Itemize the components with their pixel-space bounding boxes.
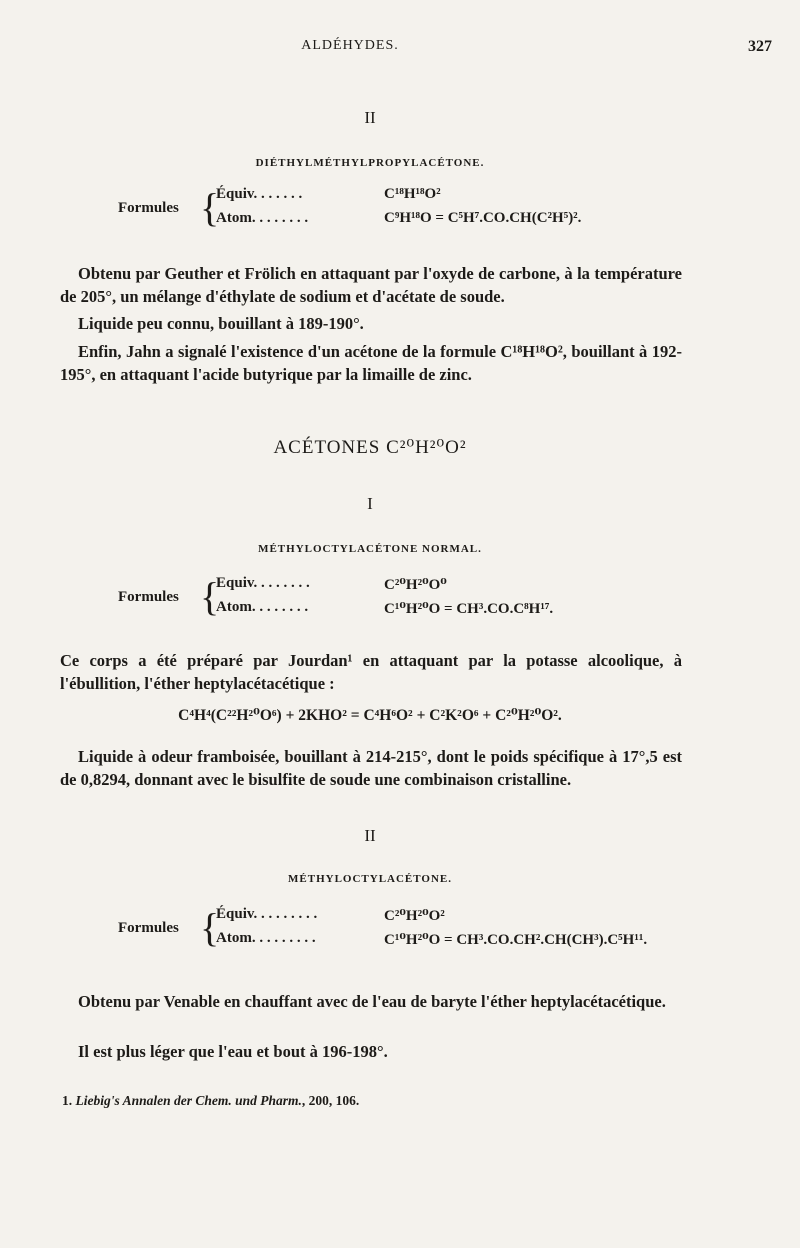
- section-number: II: [364, 826, 376, 845]
- formula-block: [118, 575, 718, 627]
- brace-icon: {: [200, 185, 220, 230]
- page-number: 327: [748, 38, 772, 55]
- formula-atom-value: C¹⁰H²⁰O = CH³.CO.CH².CH(CH³).C⁵H¹¹.: [384, 932, 648, 948]
- page-header: [0, 38, 800, 62]
- footnote-ref: , 200, 106.: [301, 1093, 360, 1108]
- formula-label: Formules: [118, 920, 179, 936]
- formula-atom-value: C¹⁰H²⁰O = CH³.CO.C⁸H¹⁷.: [384, 601, 554, 617]
- paragraph: Liquide à odeur framboisée, bouillant à 214-215°, dont le poids spécifique à 17°,5 est de 0,8294, donnant avec le bisulfite de soude une combinaison cristalline.: [60, 747, 682, 789]
- formula-block: [118, 186, 718, 238]
- formula-atom-value: C⁹H¹⁸O = C⁵H⁷.CO.CH(C²H⁵)².: [384, 210, 582, 226]
- formula-atom-label: Atom. . . . . . . .: [216, 599, 309, 615]
- section-title: MÉTHYLOCTYLACÉTONE NORMAL.: [258, 543, 482, 555]
- section-number: II: [364, 108, 376, 127]
- brace-icon: {: [200, 574, 220, 619]
- formula-label: Formules: [118, 589, 179, 605]
- formula-equiv-label: Équiv. . . . . . . . .: [216, 906, 318, 922]
- formula-equiv-value: C¹⁸H¹⁸O²: [384, 186, 441, 202]
- footnote: [62, 1093, 359, 1109]
- section-title: MÉTHYLOCTYLACÉTONE.: [288, 873, 452, 885]
- section-number: I: [367, 494, 373, 513]
- brace-icon: {: [200, 905, 220, 950]
- formula-equiv-label: Equiv. . . . . . . .: [216, 575, 310, 591]
- section-title: DIÉTHYLMÉTHYLPROPYLACÉTONE.: [255, 157, 485, 169]
- chemical-equation: C⁴H⁴(C²²H²⁰O⁶) + 2KHO² = C⁴H⁶O² + C²K²O⁶ + C²⁰H²⁰O².: [178, 707, 562, 724]
- formula-equiv-label: Équiv. . . . . . .: [216, 186, 303, 202]
- paragraph: Liquide peu connu, bouillant à 189-190°.: [78, 314, 364, 333]
- footnote-source: Liebig's Annalen der Chem. und Pharm.: [75, 1093, 302, 1108]
- paragraph: Obtenu par Geuther et Frölich en attaquant par l'oxyde de carbone, à la température de 205°, un mélange d'éthylate de sodium et d'acétate de soude.: [60, 264, 682, 306]
- main-heading: ACÉTONES C²⁰H²⁰O²: [273, 437, 467, 458]
- paragraph: Enfin, Jahn a signalé l'existence d'un acétone de la formule C¹⁸H¹⁸O², bouillant à 192-195°, en attaquant l'acide butyrique par la limaille de zinc.: [60, 342, 682, 384]
- formula-equiv-value: C²⁰H²⁰O²: [384, 908, 445, 924]
- formula-atom-label: Atom. . . . . . . . .: [216, 930, 316, 946]
- formula-atom-label: Atom. . . . . . . .: [216, 210, 309, 226]
- formula-label: Formules: [118, 200, 179, 216]
- running-title: ALDÉHYDES.: [301, 38, 399, 53]
- formula-equiv-value: C²⁰H²⁰O⁰: [384, 577, 447, 593]
- formula-block: [118, 906, 718, 958]
- paragraph: Il est plus léger que l'eau et bout à 196-198°.: [78, 1042, 388, 1061]
- footnote-number: 1.: [62, 1093, 73, 1108]
- paragraph: Ce corps a été préparé par Jourdan¹ en attaquant par la potasse alcoolique, à l'ébullition, l'éther heptylacétacétique :: [60, 651, 682, 693]
- paragraph: Obtenu par Venable en chauffant avec de l'eau de baryte l'éther heptylacétacétique.: [78, 992, 666, 1011]
